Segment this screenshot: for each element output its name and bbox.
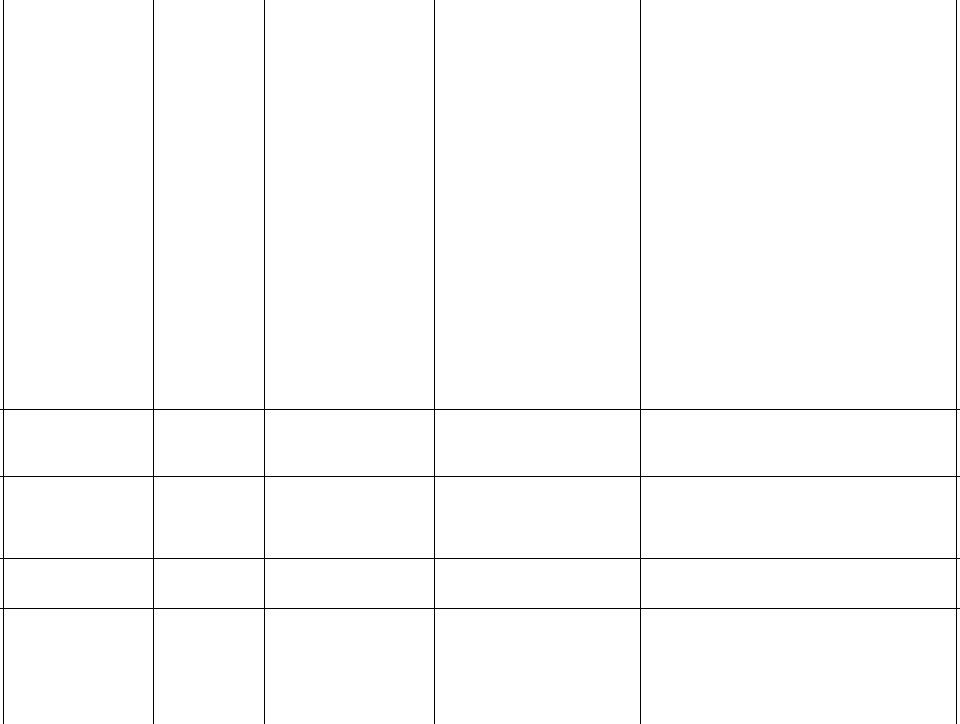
col-divider <box>640 0 641 724</box>
row-divider <box>0 409 960 410</box>
row-divider <box>0 558 960 559</box>
table-border-left <box>3 0 4 724</box>
table-border-right <box>956 0 957 724</box>
col-divider <box>264 0 265 724</box>
row-divider <box>0 608 960 609</box>
col-divider <box>434 0 435 724</box>
row-divider <box>0 476 960 477</box>
col-divider <box>153 0 154 724</box>
